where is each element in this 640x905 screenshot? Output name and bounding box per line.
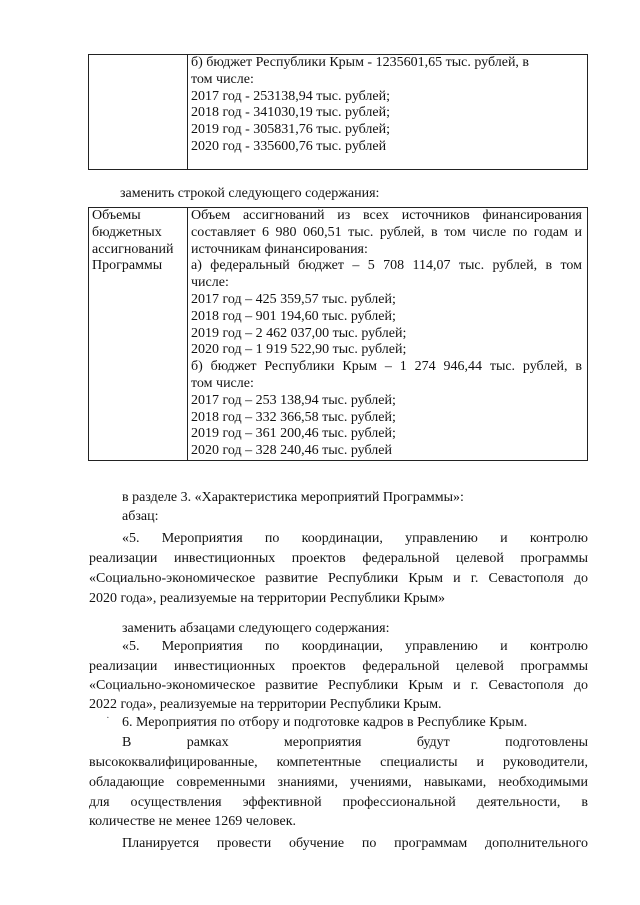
label-line: Программы [92, 258, 163, 274]
old-paragraph-line: «5. Мероприятия по координации, управлению и контролю [122, 531, 588, 546]
new-paragraph-line: «Социально-экономическое развитие Республики Крым и г. Севастополя до [89, 678, 588, 693]
label-line: Объемы [92, 208, 141, 223]
table-line: 2020 год - 335600,76 тыс. рублей [191, 138, 387, 154]
abzac-label: абзац: [122, 509, 159, 524]
margin-mark: · [106, 712, 110, 724]
replace-instruction: заменить строкой следующего содержания: [120, 186, 380, 201]
item6-paragraph-line: обладающие современными знаниями, учениями, навыками, необходимыми [89, 775, 588, 790]
new-paragraph-line: реализации инвестиционных проектов федеральной целевой программы [89, 659, 588, 674]
table-line: 2017 год – 253 138,94 тыс. рублей; [191, 392, 396, 408]
old-paragraph-line: реализации инвестиционных проектов федеральной целевой программы [89, 551, 588, 566]
table-content-cell [188, 55, 588, 170]
old-paragraph-line: 2020 года», реализуемые на территории Республики Крым» [89, 591, 446, 606]
planned-training-line: Планируется провести обучение по программам дополнительного [122, 836, 588, 851]
item6-title: 6. Мероприятия по отбору и подготовке кадров в Республике Крым. [122, 715, 528, 730]
new-paragraph-line: 2022 года», реализуемые на территории Республики Крым. [89, 697, 442, 712]
table-line: 2019 год - 305831,76 тыс. рублей; [191, 122, 391, 138]
old-paragraph-line: «Социально-экономическое развитие Республики Крым и г. Севастополя до [89, 571, 588, 586]
table-line: 2019 год – 2 462 037,00 тыс. рублей; [191, 325, 407, 341]
item6-paragraph-line: высококвалифицированные, компетентные специалисты и руководители, [89, 755, 588, 770]
table-label-cell [89, 208, 188, 461]
budget-table-new [88, 207, 588, 461]
table-line: числе: [191, 275, 229, 291]
table-line: том числе: [191, 71, 254, 87]
table-line: том числе: [191, 375, 254, 391]
replace-paragraphs-instruction: заменить абзацами следующего содержания: [122, 621, 390, 636]
item6-paragraph-line: В рамках мероприятия будут подготовлены [122, 735, 588, 750]
table-line: 2018 год – 332 366,58 тыс. рублей; [191, 409, 396, 425]
table-line: 2020 год – 328 240,46 тыс. рублей [191, 443, 392, 459]
item6-paragraph-line: для осуществления эффективной профессиональной деятельности, в [89, 795, 588, 810]
table-line: источникам финансирования: [191, 241, 368, 257]
label-line: бюджетных [92, 224, 162, 240]
table-line: 2018 год - 341030,19 тыс. рублей; [191, 105, 391, 121]
label-line: ассигнований [92, 241, 174, 257]
table-label-cell [89, 55, 188, 170]
table-line: б) бюджет Республики Крым – 1 274 946,44 тыс. рублей, в [191, 359, 582, 375]
table-line: 2017 год – 425 359,57 тыс. рублей; [191, 291, 396, 307]
table-line: 2018 год – 901 194,60 тыс. рублей; [191, 308, 396, 324]
table-line: 2017 год - 253138,94 тыс. рублей; [191, 88, 391, 104]
item6-paragraph-line: количестве не менее 1269 человек. [89, 814, 297, 829]
table-line: 2019 год – 361 200,46 тыс. рублей; [191, 426, 396, 442]
table-line: а) федеральный бюджет – 5 708 114,07 тыс. рублей, в том [191, 258, 582, 274]
section-reference: в разделе 3. «Характеристика мероприятий Программы»: [122, 490, 464, 505]
new-paragraph-line: «5. Мероприятия по координации, управлению и контролю [122, 639, 588, 654]
table-content-cell [188, 208, 588, 461]
budget-table-old [88, 54, 588, 170]
table-line: Объем ассигнований из всех источников финансирования [191, 208, 582, 223]
table-line: 2020 год – 1 919 522,90 тыс. рублей; [191, 342, 407, 358]
table-line: б) бюджет Республики Крым - 1235601,65 тыс. рублей, в [191, 55, 530, 70]
table-line: составляет 6 980 060,51 тыс. рублей, в том числе по годам и [191, 224, 582, 240]
